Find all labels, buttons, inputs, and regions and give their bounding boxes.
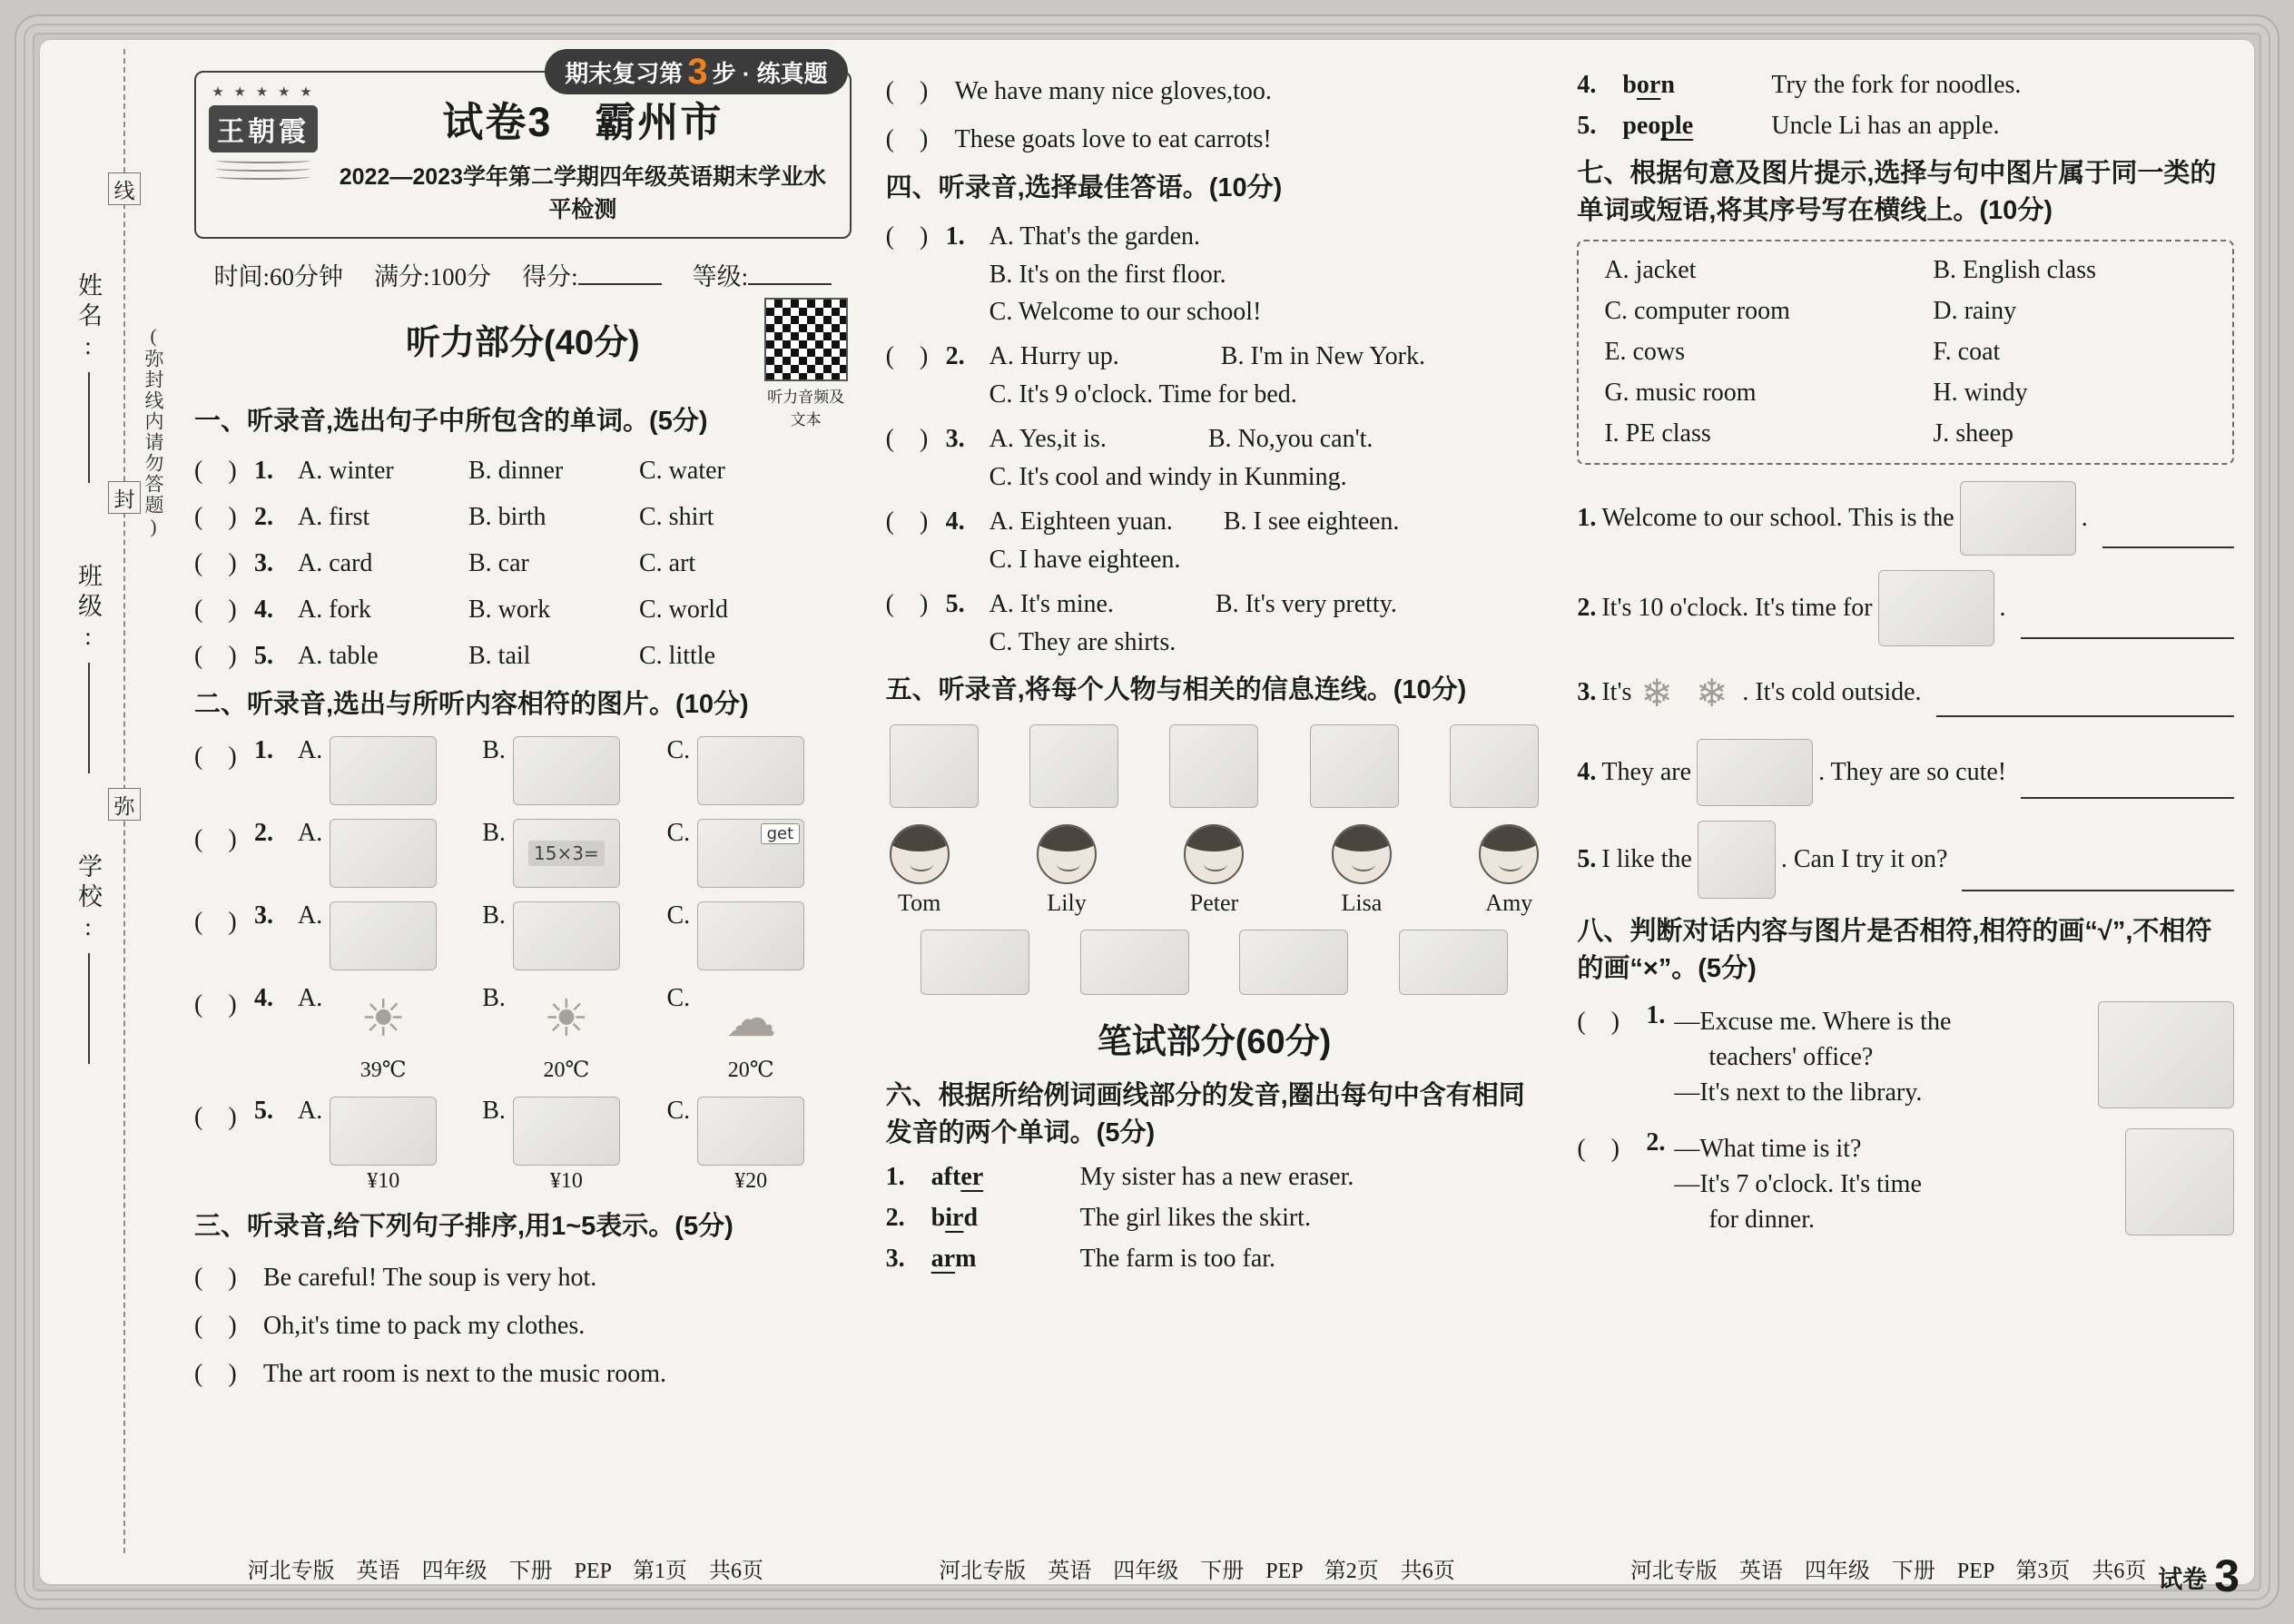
example-word: born — [1622, 71, 1675, 99]
question-number: 5. — [254, 641, 273, 670]
paper-number: 3 — [2214, 1550, 2240, 1601]
s6-item-4 — [1577, 71, 2234, 100]
example-word: after — [930, 1163, 984, 1192]
word-bank-item[interactable]: C. computer room — [1604, 297, 1790, 326]
image-potatoes[interactable] — [1239, 930, 1348, 995]
paper-title: 试卷3 霸州市 — [442, 99, 724, 145]
option-line[interactable]: A. It's mine. B. It's very pretty. — [989, 589, 1397, 618]
answer-line[interactable] — [1962, 884, 2234, 891]
score-blank[interactable] — [578, 261, 662, 285]
option-a[interactable]: A. — [298, 736, 482, 805]
person-amy[interactable] — [1479, 824, 1539, 917]
word-bank-item[interactable]: E. cows — [1604, 338, 1685, 367]
paper-header — [194, 52, 852, 239]
option-b[interactable]: B. ¥10 — [482, 1097, 666, 1194]
info-grade: 等级: — [693, 257, 832, 292]
question-number: 4. — [1577, 758, 1597, 787]
section3-heading: 三、听录音,给下列句子排序,用1~5表示。(5分) — [194, 1212, 733, 1242]
sentence-text: We have many nice gloves,too. — [954, 77, 1272, 105]
sentence-text: I like the — [1601, 845, 1692, 874]
image-cap — [330, 1097, 437, 1166]
option-line[interactable]: C. They are shirts. — [989, 627, 1177, 656]
question-number: 4. — [254, 984, 273, 1013]
question-number: 1. — [254, 456, 273, 485]
word-bank-item[interactable]: D. rainy — [1933, 297, 2017, 326]
s7-item-1 — [1577, 481, 2234, 556]
answer-paren[interactable]: ( ) — [194, 743, 237, 772]
image-classroom-students — [330, 819, 437, 888]
people-strip — [890, 824, 1540, 917]
option-b[interactable]: B. ☀ 20℃ — [482, 984, 666, 1083]
option-b[interactable]: B. dinner — [468, 456, 564, 485]
option-b[interactable]: B. birth — [468, 502, 546, 531]
image-sweater[interactable] — [1450, 724, 1539, 808]
image-dress[interactable] — [890, 724, 979, 808]
option-c[interactable]: C. little — [639, 641, 715, 670]
option-a[interactable]: A. table — [298, 641, 379, 670]
answer-paren[interactable]: ( ) — [194, 456, 237, 485]
option-line[interactable]: A. Yes,it is. B. No,you can't. — [989, 424, 1373, 453]
question-number: 5. — [1577, 112, 1597, 140]
image-classroom-math — [513, 819, 620, 888]
question-number: 1. — [1577, 504, 1597, 533]
s2-row-3 — [194, 901, 852, 970]
option-line[interactable]: C. It's cool and windy in Kunming. — [989, 462, 1347, 491]
answer-line[interactable] — [2102, 541, 2234, 548]
section1-heading: 一、听录音,选出句子中所包含的单词。(5分) — [194, 407, 708, 436]
section8-heading: 八、判断对话内容与图片是否相符,相符的画“√”,不相符的画“×”。(5分) — [1577, 917, 2212, 983]
s4-item-3 — [886, 418, 1543, 492]
option-line[interactable]: C. Welcome to our school! — [989, 297, 1262, 326]
option-c[interactable]: C. water — [639, 456, 725, 485]
sentence-text[interactable]: Uncle Li has an apple. — [1771, 112, 2000, 140]
dialog-line: —It's next to the library. — [1674, 1078, 1923, 1107]
image-class-activity — [1878, 570, 1994, 646]
image-blackboard — [513, 736, 620, 805]
image-green-beans[interactable] — [1080, 930, 1189, 995]
section2-heading: 二、听录音,选出与所听内容相符的图片。(10分) — [194, 689, 749, 719]
option-line[interactable]: C. It's 9 o'clock. Time for bed. — [989, 379, 1297, 408]
word-bank-item[interactable]: F. coat — [1933, 338, 2001, 367]
answer-line[interactable] — [2021, 792, 2234, 799]
image-scarf-10 — [513, 1097, 620, 1166]
question-number: 2. — [1646, 1128, 1666, 1157]
image-sunny-39c — [330, 984, 437, 1053]
badge-suffix: 步 · 练真题 — [712, 59, 828, 87]
s6-item-1 — [886, 1163, 1543, 1192]
image-sunny-20c — [513, 984, 620, 1053]
question-number: 4. — [254, 595, 273, 624]
price-caption: ¥10 — [367, 1169, 400, 1194]
option-a[interactable]: A. winter — [298, 456, 394, 485]
image-farm-scene — [697, 736, 804, 805]
logo-text: 王朝霞 — [209, 105, 318, 153]
image-hat[interactable] — [1169, 724, 1258, 808]
seal-note: (弥封线内请勿答题) — [143, 325, 164, 539]
dialog-line: —Excuse me. Where is the — [1674, 1008, 1952, 1037]
paper-subtitle: 2022—2023学年第二学期四年级英语期末学业水平检测 — [339, 164, 826, 222]
answer-paren[interactable]: ( ) — [194, 1103, 237, 1132]
answer-paren[interactable]: ( ) — [194, 825, 237, 854]
question-number: 2. — [254, 819, 273, 848]
price-caption: ¥20 — [734, 1169, 768, 1194]
star-icons: ★ ★ ★ ★ ★ — [212, 84, 315, 100]
option-a[interactable]: A. ¥10 — [298, 1097, 482, 1194]
question-number: 1. — [945, 221, 965, 251]
class-label: 班级: — [74, 563, 102, 655]
answer-paren[interactable]: ( ) — [1577, 1008, 1620, 1037]
brand-logo — [209, 84, 318, 182]
avatar-lisa — [1332, 824, 1392, 884]
sentence-text: Oh,it's time to pack my clothes. — [263, 1311, 586, 1340]
answer-paren[interactable]: ( ) — [194, 908, 237, 937]
s1-item-2 — [194, 497, 852, 533]
s2-row-2 — [194, 819, 852, 888]
word-bank-item[interactable]: G. music room — [1604, 379, 1757, 408]
example-word: arm — [930, 1245, 977, 1274]
sentence-text: These goats love to eat carrots! — [954, 125, 1272, 153]
s1-item-3 — [194, 543, 852, 579]
class-field — [71, 563, 106, 773]
answer-paren[interactable]: ( ) — [194, 990, 237, 1019]
dialog-line: teachers' office? — [1708, 1043, 1874, 1072]
sentence-text[interactable]: My sister has a new eraser. — [1079, 1163, 1354, 1192]
avatar-tom — [890, 824, 950, 884]
avatar-peter — [1184, 824, 1244, 884]
image-shirt — [1698, 821, 1776, 899]
answer-paren[interactable]: ( ) — [194, 1263, 237, 1292]
option-line[interactable]: A. Hurry up. B. I'm in New York. — [989, 341, 1425, 370]
s7-item-4 — [1577, 739, 2234, 806]
question-number: 1. — [254, 736, 273, 765]
word-bank-item[interactable]: B. English class — [1933, 256, 2097, 285]
review-badge — [545, 49, 847, 94]
s1-item-1 — [194, 450, 852, 487]
word-tag: get — [761, 823, 801, 844]
person-name: Tom — [898, 890, 941, 917]
footer-page2: 河北专版 英语 四年级 下册 PEP 第2页 共6页 — [939, 1560, 1455, 1583]
image-hens — [330, 901, 437, 970]
option-line[interactable]: C. I have eighteen. — [989, 545, 1181, 574]
s3-sentence-3 — [194, 1353, 852, 1390]
name-label: 姓名: — [74, 272, 102, 365]
sentence-text: . — [2081, 504, 2088, 533]
section7-heading: 七、根据句意及图片提示,选择与句中图片属于同一类的单词或短语,将其序号写在横线上。(10分) — [1577, 159, 2217, 225]
writing-part-title: 笔试部分(60分) — [1097, 1023, 1332, 1062]
qr-code — [764, 298, 848, 381]
answer-paren[interactable]: ( ) — [194, 502, 237, 531]
image-carrots[interactable] — [921, 930, 1029, 995]
option-b[interactable]: B. — [482, 736, 666, 805]
answer-paren[interactable]: ( ) — [194, 595, 237, 624]
person-lisa[interactable] — [1332, 824, 1392, 917]
word-bank-item[interactable]: J. sheep — [1933, 419, 2013, 448]
badge-number: 3 — [687, 52, 708, 92]
dialog-line: for dinner. — [1708, 1206, 1815, 1235]
footer-page3: 河北专版 英语 四年级 下册 PEP 第3页 共6页 — [1629, 1560, 2147, 1583]
person-peter[interactable] — [1184, 824, 1244, 917]
s3-sentence-4 — [886, 71, 1543, 107]
option-line[interactable]: A. That's the garden. — [989, 221, 1201, 251]
s7-item-2 — [1577, 570, 2234, 646]
image-school-students — [1960, 481, 2076, 556]
name-field — [71, 272, 106, 483]
option-a[interactable]: A. ☀ 39℃ — [298, 984, 482, 1083]
s3-sentence-5 — [886, 119, 1543, 155]
question-number: 2. — [885, 1204, 905, 1233]
clothes-strip — [890, 724, 1540, 808]
s7-item-5 — [1577, 821, 2234, 899]
sentence-text: . It's cold outside. — [1742, 678, 1922, 707]
s6-item-2 — [886, 1204, 1543, 1233]
sentence-text: It's — [1601, 678, 1632, 707]
temperature-caption: 39℃ — [359, 1058, 407, 1083]
answer-paren[interactable]: ( ) — [885, 221, 929, 251]
option-b[interactable]: B. — [482, 901, 666, 970]
qr-block — [761, 298, 852, 429]
answer-paren[interactable]: ( ) — [885, 77, 929, 105]
sentence-text: . Can I try it on? — [1780, 845, 1948, 874]
s3-sentence-2 — [194, 1305, 852, 1342]
s8-item-1 — [1577, 1001, 2234, 1114]
paper-content — [56, 52, 2238, 1530]
column-3 — [1573, 56, 2238, 1530]
seal-char-middle: 封 — [108, 481, 141, 514]
s1-item-4 — [194, 589, 852, 625]
word-bank-item[interactable]: A. jacket — [1604, 256, 1697, 285]
s4-item-4 — [886, 501, 1543, 575]
option-b[interactable]: B. tail — [468, 641, 531, 670]
answer-paren[interactable]: ( ) — [194, 548, 237, 577]
question-number: 1. — [1646, 1001, 1666, 1030]
info-full-score: 满分:100分 — [374, 263, 492, 290]
school-field — [71, 853, 106, 1064]
option-c[interactable]: C. ☁ 20℃ — [666, 984, 851, 1083]
paper-label: 试卷 — [2158, 1566, 2208, 1593]
seal-margin — [56, 56, 163, 1530]
dialog-line: —It's 7 o'clock. It's time — [1674, 1170, 1922, 1199]
column-2 — [882, 56, 1547, 1530]
question-number: 2. — [1577, 594, 1597, 623]
price-caption: ¥10 — [549, 1169, 583, 1194]
option-c[interactable]: C. shirt — [639, 502, 714, 531]
answer-paren[interactable]: ( ) — [885, 589, 929, 618]
option-c[interactable]: C. world — [639, 595, 728, 624]
option-a[interactable]: A. — [298, 819, 482, 888]
s2-row-4 — [194, 984, 852, 1083]
option-a[interactable]: A. fork — [298, 595, 371, 624]
image-tomatoes[interactable] — [1399, 930, 1508, 995]
badge-prefix: 期末复习第 — [565, 59, 684, 87]
qr-caption: 听力音频及文本 — [767, 389, 845, 428]
option-a[interactable]: A. card — [298, 548, 373, 577]
word-bank-item[interactable]: H. windy — [1933, 379, 2028, 408]
question-number: 3. — [1577, 678, 1597, 707]
school-label: 学校: — [74, 853, 102, 946]
question-number: 2. — [945, 341, 965, 370]
question-number: 4. — [945, 507, 965, 536]
sentence-text: Welcome to our school. This is the — [1601, 504, 1954, 533]
exam-info — [194, 257, 852, 292]
board-text: 15×3= — [528, 841, 605, 866]
answer-line[interactable] — [1936, 710, 2234, 717]
answer-paren[interactable]: ( ) — [885, 424, 929, 453]
dialog-line: —What time is it? — [1674, 1135, 1862, 1164]
answer-paren[interactable]: ( ) — [885, 341, 929, 370]
image-cows — [697, 901, 804, 970]
image-snowflakes — [1637, 661, 1737, 724]
s6-item-3 — [886, 1245, 1543, 1274]
question-number: 3. — [254, 901, 273, 930]
name-blank[interactable] — [88, 372, 90, 483]
sentence-text: It's 10 o'clock. It's time for — [1601, 594, 1873, 623]
section5-heading: 五、听录音,将每个人物与相关的信息连线。(10分) — [885, 674, 1467, 704]
image-sheep — [513, 901, 620, 970]
option-b[interactable]: B. 15×3= — [482, 819, 666, 888]
grade-blank[interactable] — [748, 261, 832, 285]
answer-paren[interactable]: ( ) — [194, 641, 237, 670]
page-footers — [160, 1550, 2240, 1601]
option-c[interactable]: C. — [666, 901, 851, 970]
person-name: Lily — [1047, 890, 1087, 917]
answer-paren[interactable]: ( ) — [885, 125, 929, 153]
image-boy-clock — [2125, 1128, 2234, 1235]
s2-row-5 — [194, 1097, 852, 1194]
question-number: 3. — [885, 1245, 905, 1274]
image-goats — [1697, 739, 1813, 806]
listening-part-title: 听力部分(40分) — [406, 324, 640, 362]
s3-sentence-1 — [194, 1257, 852, 1294]
option-c[interactable]: C. art — [639, 548, 696, 577]
example-word: people — [1622, 112, 1694, 140]
avatar-lily — [1037, 824, 1097, 884]
option-a[interactable]: A. — [298, 901, 482, 970]
footer-page1: 河北专版 英语 四年级 下册 PEP 第1页 共6页 — [247, 1560, 764, 1583]
image-school-building — [2098, 1001, 2234, 1108]
seal-char-top: 线 — [108, 172, 141, 205]
image-bathtub — [330, 736, 437, 805]
word-bank-item[interactable]: I. PE class — [1604, 419, 1711, 448]
option-b[interactable]: B. car — [468, 548, 529, 577]
paper-number-tag — [2158, 1550, 2240, 1601]
column-1 — [191, 52, 855, 1530]
info-score: 得分: — [522, 257, 662, 292]
question-number: 5. — [945, 589, 965, 618]
s4-item-5 — [886, 584, 1543, 657]
image-cloudy-20c — [697, 984, 804, 1053]
s6-item-5 — [1577, 112, 2234, 141]
option-line[interactable]: A. Eighteen yuan. B. I see eighteen. — [989, 507, 1400, 536]
question-number: 5. — [254, 1097, 273, 1126]
s4-item-1 — [886, 216, 1543, 327]
sentence-text: . — [1999, 594, 2006, 623]
temperature-caption: 20℃ — [543, 1058, 590, 1083]
image-jacket[interactable] — [1310, 724, 1399, 808]
question-number: 1. — [885, 1163, 905, 1192]
food-strip — [895, 930, 1534, 995]
seal-char-bottom: 弥 — [108, 788, 141, 821]
answer-paren[interactable]: ( ) — [194, 1359, 237, 1388]
person-name: Peter — [1189, 890, 1239, 917]
s2-row-1 — [194, 736, 852, 805]
option-b[interactable]: B. work — [468, 595, 551, 624]
dialog-text — [1674, 1128, 2116, 1241]
person-lily[interactable] — [1037, 824, 1097, 917]
logo-wave-lines — [209, 158, 318, 180]
question-number: 5. — [1577, 845, 1597, 874]
temperature-caption: 20℃ — [727, 1058, 774, 1083]
person-name: Amy — [1485, 890, 1533, 917]
question-number: 3. — [945, 424, 965, 453]
option-c[interactable]: C. ¥20 — [666, 1097, 851, 1194]
option-c[interactable]: C. — [666, 736, 851, 805]
person-name: Lisa — [1341, 890, 1383, 917]
image-pants[interactable] — [1029, 724, 1118, 808]
avatar-amy — [1479, 824, 1539, 884]
answer-line[interactable] — [2021, 632, 2234, 639]
image-scarf-20 — [697, 1097, 804, 1166]
sentence-text: . They are so cute! — [1818, 758, 2007, 787]
sentence-text: Be careful! The soup is very hot. — [263, 1263, 597, 1292]
example-word: bird — [930, 1204, 979, 1233]
info-time: 时间:60分钟 — [213, 263, 344, 290]
section4-heading: 四、听录音,选择最佳答语。(10分) — [885, 173, 1283, 202]
option-c[interactable]: C. get — [666, 819, 851, 888]
answer-paren[interactable]: ( ) — [885, 507, 929, 536]
option-a[interactable]: A. first — [298, 502, 370, 531]
sentence-text[interactable]: Try the fork for noodles. — [1771, 71, 2022, 99]
s4-item-2 — [886, 336, 1543, 409]
option-line[interactable]: B. It's on the first floor. — [989, 260, 1226, 289]
answer-paren[interactable]: ( ) — [1577, 1135, 1620, 1164]
sentence-text: They are — [1601, 758, 1692, 787]
answer-paren[interactable]: ( ) — [194, 1311, 237, 1340]
person-tom[interactable] — [890, 824, 950, 917]
s8-item-2 — [1577, 1128, 2234, 1241]
sentence-text[interactable]: The girl likes the skirt. — [1079, 1204, 1311, 1233]
s1-item-5 — [194, 635, 852, 672]
question-number: 3. — [254, 548, 273, 577]
s7-item-3 — [1577, 661, 2234, 724]
school-blank[interactable] — [88, 953, 90, 1064]
question-number: 2. — [254, 502, 273, 531]
dialog-text — [1674, 1001, 2089, 1114]
question-number: 4. — [1577, 71, 1597, 99]
section6-heading: 六、根据所给例词画线部分的发音,圈出每句中含有相同发音的两个单词。(5分) — [885, 1081, 1525, 1147]
class-blank[interactable] — [88, 663, 90, 773]
word-bank-box — [1577, 240, 2234, 465]
image-teacher-get — [697, 819, 804, 888]
sentence-text[interactable]: The farm is too far. — [1079, 1245, 1276, 1274]
sentence-text: The art room is next to the music room. — [263, 1359, 667, 1388]
